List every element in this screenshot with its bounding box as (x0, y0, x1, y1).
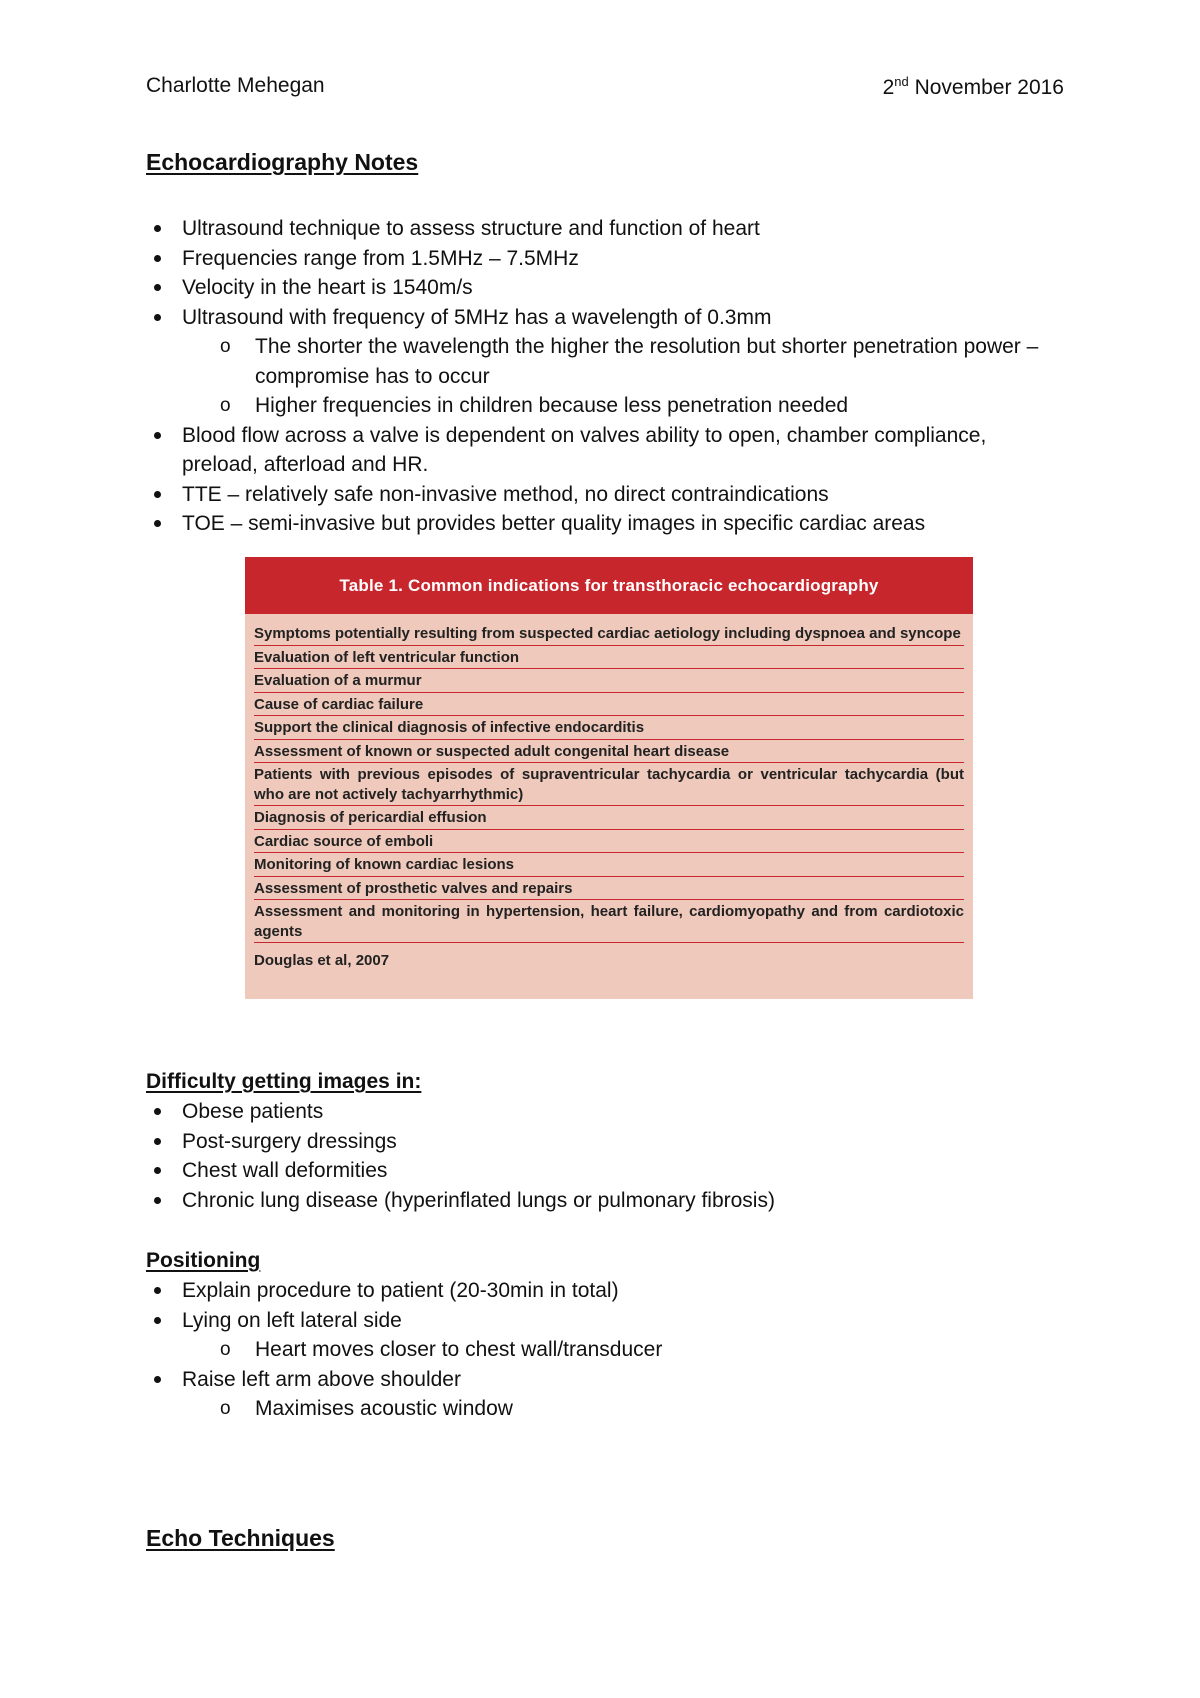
section-title-difficulty: Difficulty getting images in: (146, 1070, 422, 1093)
table-rows (245, 614, 973, 972)
list-item: Ultrasound with frequency of 5MHz has a wavelength of 0.3mm (146, 303, 1046, 333)
table-title: Table 1. Common indications for transthoracic echocardiography (245, 557, 973, 614)
sub-list-item: o Higher frequencies in children because less penetration needed (146, 391, 1046, 421)
sub-list-item: o Maximises acoustic window (146, 1394, 1046, 1424)
list-item: Velocity in the heart is 1540m/s (146, 273, 1046, 303)
table-row: Cause of cardiac failure (254, 693, 964, 717)
sub-list-item: o Heart moves closer to chest wall/transducer (146, 1335, 1046, 1365)
document-date (883, 74, 1064, 100)
table-row: Cardiac source of emboli (254, 830, 964, 854)
list-item: Chronic lung disease (hyperinflated lungs or pulmonary fibrosis) (146, 1186, 1046, 1216)
section-title-echo-techniques: Echo Techniques (146, 1525, 335, 1551)
list-item: Obese patients (146, 1097, 1046, 1127)
table-row: Evaluation of left ventricular function (254, 646, 964, 670)
list-item: Blood flow across a valve is dependent on valves ability to open, chamber compliance, preload, afterload and HR. (146, 421, 1046, 480)
list-item: Explain procedure to patient (20-30min in total) (146, 1276, 1046, 1306)
author-name: Charlotte Mehegan (146, 74, 325, 97)
table-row: Evaluation of a murmur (254, 669, 964, 693)
table-row: Monitoring of known cardiac lesions (254, 853, 964, 877)
list-item: Frequencies range from 1.5MHz – 7.5MHz (146, 244, 1046, 274)
sub-list-item: o The shorter the wavelength the higher the resolution but shorter penetration power – compromise has to occur (146, 332, 1046, 391)
table-row: Symptoms potentially resulting from suspected cardiac aetiology including dyspnoea and syncope (254, 622, 964, 646)
table-row: Assessment of known or suspected adult congenital heart disease (254, 740, 964, 764)
date-suffix: nd (894, 74, 909, 89)
table-row: Support the clinical diagnosis of infective endocarditis (254, 716, 964, 740)
positioning-list (146, 1276, 1046, 1424)
list-item: TOE – semi-invasive but provides better quality images in specific cardiac areas (146, 509, 1046, 539)
list-item: Post-surgery dressings (146, 1127, 1046, 1157)
table-row: Assessment and monitoring in hypertension, heart failure, cardiomyopathy and from cardiotoxic agents (254, 900, 964, 943)
section-title-echocardiography-notes: Echocardiography Notes (146, 149, 419, 175)
table-row: Assessment of prosthetic valves and repairs (254, 877, 964, 901)
list-item: TTE – relatively safe non-invasive method, no direct contraindications (146, 480, 1046, 510)
table-row: Patients with previous episodes of supraventricular tachycardia or ventricular tachycardia (but who are not actively tachyarrhythmic) (254, 763, 964, 806)
list-item: Ultrasound technique to assess structure and function of heart (146, 214, 1046, 244)
difficulty-list (146, 1097, 1046, 1215)
table-source: Douglas et al, 2007 (254, 952, 390, 969)
section-title-positioning: Positioning (146, 1249, 261, 1272)
list-item: Lying on left lateral side (146, 1306, 1046, 1336)
date-day: 2 (882, 76, 895, 99)
notes-list (146, 214, 1046, 539)
list-item: Raise left arm above shoulder (146, 1365, 1046, 1395)
indications-table (245, 557, 973, 999)
list-item: Chest wall deformities (146, 1156, 1046, 1186)
table-row: Diagnosis of pericardial effusion (254, 806, 964, 830)
date-rest: November 2016 (908, 76, 1064, 99)
